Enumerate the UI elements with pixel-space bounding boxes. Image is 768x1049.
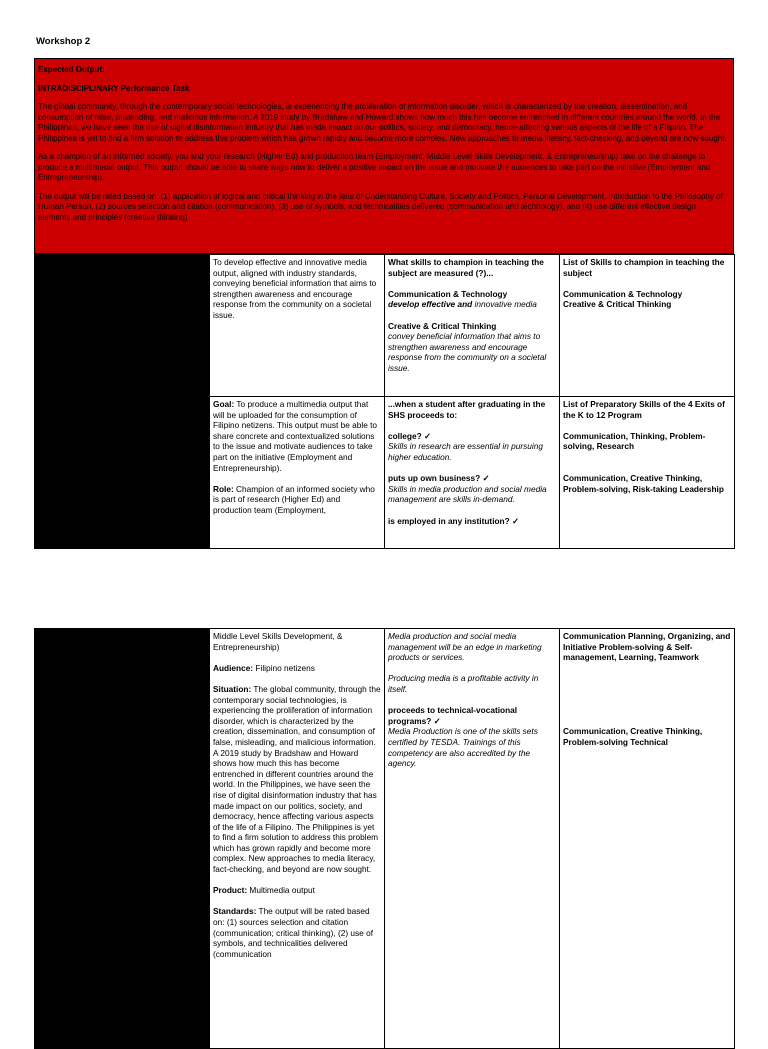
situation-text: Situation: The global community, through the contemporary social technologies, is experiencing the proliferation of information disorder, which is characterized by the creation, dissemination, and consumption of false, misleading, and malicious information. A 2019 study by Bradshaw and Howard shows how much this has become entrenched in different countries around the world. In the Philippines, we have seen the rise of digital disinformation industry that has made impact on our politics, society, and democracy, hence affecting various aspects of the life of a Filipino. The Philippines is yet to find a firm solution to address this problem which has grown rapidly and become more complex. New approaches to media literacy, fact-checking, and beyond are now sought. bbox=[213, 683, 381, 875]
product-text: Product: Multimedia output bbox=[213, 885, 315, 896]
black-cell bbox=[35, 397, 210, 549]
task-table-1 bbox=[34, 254, 735, 549]
expected-output-box bbox=[34, 58, 734, 254]
intro-paragraph-1: The global community, through the contemporary social technologies, is experiencing the proliferation of information disorder, which is characterized by the creation, dissemination, and consumption of false, misleading, and malicious information. A 2019 study by Bradshaw and Howard shows how much this has become entrenched in different countries around the world. In the Philippines, we have seen the rise of digital disinformation industry that has made impact on our politics, society, and democracy, hence affecting various aspects of the life of a Filipino. The Philippines is yet to find a firm solution to address this problem which has grown rapidly and become more complex. New approaches to media literacy, fact-checking, and beyond are now sought. bbox=[38, 102, 727, 143]
creative-title: Creative & Critical Thinking bbox=[388, 320, 497, 331]
black-cell bbox=[35, 629, 210, 1049]
role-text: Role: Champion of an informed society who is part of research (Higher Ed) and production team (Employment, bbox=[213, 483, 375, 515]
employed-desc: Media production and social media management will be an edge in marketing products or services. bbox=[388, 631, 542, 663]
prep-skills-cell bbox=[560, 397, 735, 549]
prep-skills-block: Communication Planning, Organizing, and Initiative Problem-solving & Self-management, Learning, Teamwork bbox=[563, 631, 731, 663]
college-desc: Skills in research are essential in pursuing higher education. bbox=[388, 441, 543, 462]
workshop-title: Workshop 2 bbox=[36, 36, 91, 47]
comm-tech-title: Communication & Technology bbox=[388, 288, 508, 299]
employed-label: is employed in any institution? ✓ bbox=[388, 515, 519, 526]
prep-skills-block: Communication, Creative Thinking, Problem-solving, Risk-taking Leadership bbox=[563, 473, 724, 494]
business-desc: Skills in media production and social media management are skills in-demand. bbox=[388, 483, 547, 505]
table-row bbox=[35, 397, 735, 549]
expected-output-label: Expected Output: bbox=[38, 65, 105, 74]
objective-cell bbox=[210, 255, 385, 397]
exits-heading: ...when a student after graduating in the SHS proceeds to: bbox=[388, 399, 546, 420]
skills-measured-cell bbox=[385, 255, 560, 397]
exits-continuation-cell bbox=[385, 629, 560, 1049]
goal-text: Goal: To produce a multimedia output that will be uploaded for the consumption of Filipino netizens. This output must be able to share concrete and contextualized solutions to the issue and motivate audiences to take part on the initiative (Employment and Entrepreneurship). bbox=[213, 399, 378, 473]
standards-text: Standards: The output will be rated based on: (1) sources selection and citation (communication; critical thinking), (2) use of symbols, and technicalities delivered (communication bbox=[213, 906, 374, 959]
prep-skills-heading: List of Preparatory Skills of the 4 Exits of the K to 12 Program bbox=[563, 399, 725, 420]
exits-cell bbox=[385, 397, 560, 549]
techvoc-desc: Media Production is one of the skills sets certified by TESDA. Trainings of this competency are also accredited by the agency. bbox=[388, 726, 538, 769]
skills-list-cell bbox=[560, 255, 735, 397]
table-row bbox=[35, 629, 735, 1049]
techvoc-label: proceeds to technical-vocational programs? ✓ bbox=[388, 705, 518, 726]
intro-paragraph-2: As a champion of an informed society, you and your research (Higher Ed) and production team (Employment, Middle Level Skills Development, & Entrepreneurship) take on the challenge to produce a multimedia output. This output should be able to share ways how to deliver a positive impact on the issue and motivate the audiences to take part on the initiative (Employment and Entrepreneurship). bbox=[38, 152, 711, 182]
prep-skills-block: Communication, Thinking, Problem-solving, Research bbox=[563, 430, 706, 452]
table-row bbox=[35, 255, 735, 397]
creative-desc: convey beneficial information that aims to strengthen awareness and encourage response from the community on a societal issue. bbox=[388, 331, 547, 373]
skills-list-heading: List of Skills to champion in teaching the subject bbox=[563, 257, 725, 278]
role-continuation: Middle Level Skills Development, & Entrepreneurship) bbox=[213, 631, 343, 652]
prep-skills-continuation-cell bbox=[560, 629, 735, 1049]
black-cell bbox=[35, 255, 210, 397]
business-label: puts up own business? ✓ bbox=[388, 473, 490, 484]
audience-text: Audience: Filipino netizens bbox=[213, 662, 315, 673]
business-extra-desc: Producing media is a profitable activity in itself. bbox=[388, 673, 539, 694]
grasps-cell bbox=[210, 629, 385, 1049]
intro-paragraph-3: The output will be rated based on: (1) application of logical and critical thinking in the lens of Understanding Culture, Society and Politics, Personal Development, Introduction to the Philosophy of Human Person, (2) sources selection and citation (communication), (3) use of symbols, and technicalities delivered (communication and technology), and (4) use different effective design elements and principles (creative thinking) bbox=[38, 191, 723, 222]
skills-list-line: Communication & Technology bbox=[563, 288, 683, 299]
task-table-2 bbox=[34, 628, 735, 1049]
goal-role-cell bbox=[210, 397, 385, 549]
objective-text: To develop effective and innovative media output, aligned with industry standards, conveying beneficial information that aims to strengthen awareness and encourage response from the community on a societal issue. bbox=[213, 257, 377, 320]
prep-skills-block: Communication, Creative Thinking, Problem-solving Technical bbox=[563, 726, 703, 747]
skills-heading: What skills to champion in teaching the subject are measured (?)... bbox=[388, 257, 544, 278]
skills-list-line: Creative & Critical Thinking bbox=[563, 299, 672, 310]
comm-tech-desc: develop effective and innovative media bbox=[388, 299, 537, 310]
college-label: college? ✓ bbox=[388, 430, 431, 441]
task-title: INTRADISCIPLINARY Performance Task bbox=[38, 83, 190, 93]
